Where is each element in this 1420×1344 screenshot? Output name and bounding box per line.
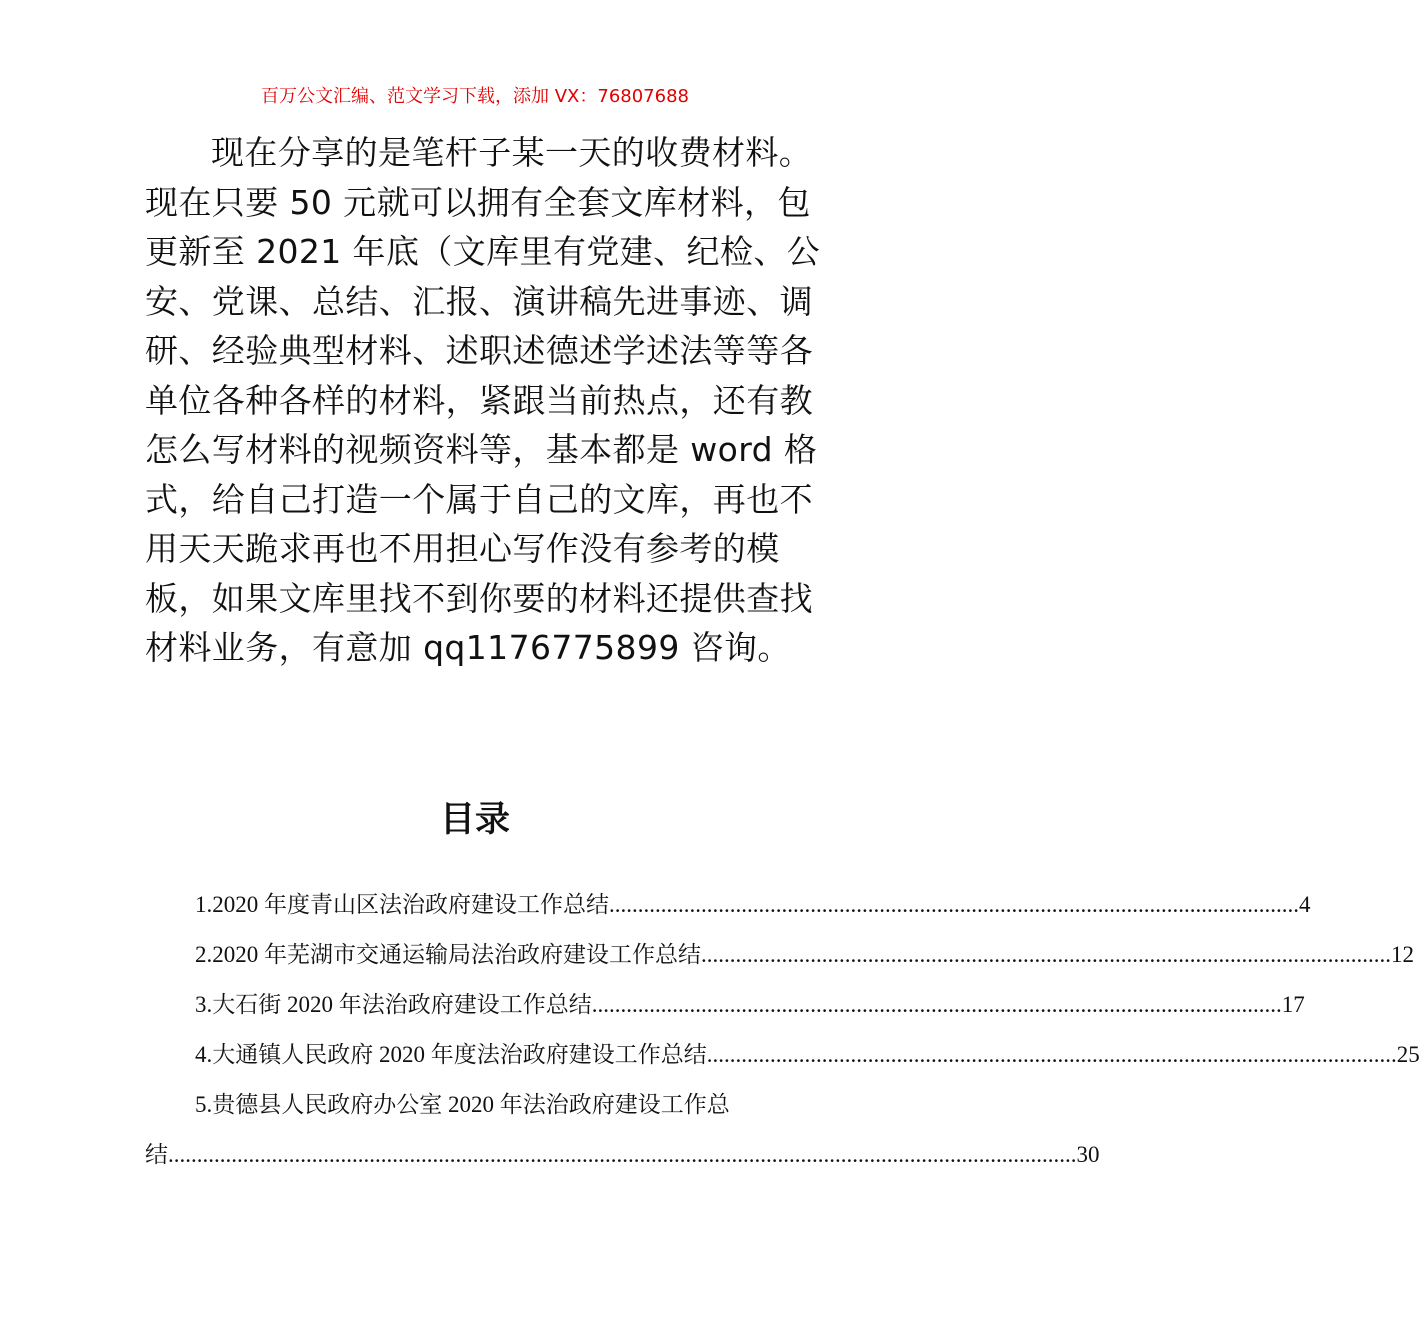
toc-entry-3[interactable]: [145, 980, 1305, 1030]
toc-entry-page: 30: [1076, 1142, 1100, 1167]
toc-entry-title: 1.2020 年度青山区法治政府建设工作总结: [195, 892, 609, 917]
toc-entry-page: 25: [1396, 1042, 1420, 1067]
toc-leader-dots: ........................................................................................................................: [701, 942, 1391, 967]
toc-entry-5[interactable]: [145, 1080, 1100, 1180]
toc-entry-title: 2.2020 年芜湖市交通运输局法治政府建设工作总结: [195, 942, 701, 967]
toc-leader-dots: ........................................................................................................................: [609, 892, 1299, 917]
promo-header: 百万公文汇编、范文学习下载，添加 VX：76807688: [261, 86, 689, 107]
toc-entry-4[interactable]: [145, 1030, 1420, 1080]
toc-entry-title: 5.贵德县人民政府办公室 2020 年法治政府建设工作总: [195, 1092, 730, 1117]
toc-entry-2[interactable]: [145, 930, 1414, 980]
table-of-contents: [145, 880, 1420, 1180]
intro-paragraph: 现在分享的是笔杆子某一天的收费材料。现在只要 50 元就可以拥有全套文库材料，包更新至 2021 年底（文库里有党建、纪检、公安、党课、总结、汇报、演讲稿先进事迹、调研、经验典型材料、述职述德述学述法等等各单位各种各样的材料，紧跟当前热点，还有教怎么写材料的视频资料等，基本都是 word 格式，给自己打造一个属于自己的文库，再也不用天天跪求再也不用担心写作没有参考的模板，如果文库里找不到你要的材料还提供查找材料业务，有意加 qq1176775899 咨询。: [145, 133, 821, 667]
toc-entry-page: 17: [1281, 992, 1305, 1017]
toc-leader-dots: ..............................................................................................................................................................: [168, 1142, 1077, 1167]
toc-entry-title: 3.大石街 2020 年法治政府建设工作总结: [195, 992, 592, 1017]
toc-entry-page: 4: [1299, 892, 1311, 917]
toc-leader-dots: ........................................................................................................................: [706, 1042, 1397, 1067]
toc-entry-title: 4.大通镇人民政府 2020 年度法治政府建设工作总结: [195, 1042, 707, 1067]
toc-entry-title-continued: 结: [145, 1142, 168, 1167]
toc-title: 目录: [439, 800, 510, 840]
toc-leader-dots: ........................................................................................................................: [591, 992, 1282, 1017]
toc-entry-1[interactable]: [145, 880, 1311, 930]
toc-entry-page: 12: [1391, 942, 1414, 967]
